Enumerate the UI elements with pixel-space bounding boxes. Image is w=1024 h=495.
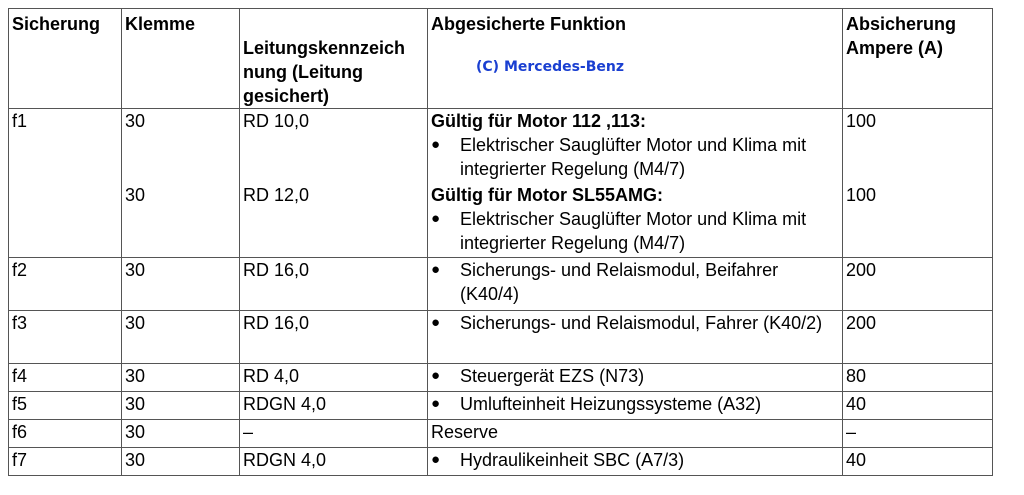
list-item (431, 311, 839, 335)
bullet-icon: ● (431, 314, 441, 331)
function-title: Gültig für Motor 112 ,113: (431, 111, 647, 131)
fuse-table (8, 8, 993, 476)
table-header-row (9, 9, 993, 109)
cell-sicherung: f1 (9, 109, 122, 258)
bullet-icon: ● (431, 395, 441, 412)
header-sicherung: Sicherung (9, 9, 122, 109)
cell-ampere: 40 (843, 448, 993, 476)
cell-ampere (843, 109, 993, 258)
cell-leitung: RD 4,0 (240, 364, 428, 392)
cell-klemme: 30 (122, 258, 240, 311)
cell-klemme-2: 30 (125, 185, 146, 205)
header-leitung-label: Leitungskennzeich nung (Leitung gesichert) (243, 38, 406, 106)
cell-leitung (240, 109, 428, 258)
table-row-f5 (9, 392, 993, 420)
header-funktion-label: Abgesicherte Funktion (431, 14, 627, 34)
cell-sicherung: f5 (9, 392, 122, 420)
cell-leitung: RD 16,0 (240, 311, 428, 364)
table-row-f4 (9, 364, 993, 392)
cell-ampere-1: 100 (846, 111, 877, 131)
cell-klemme: 30 (122, 448, 240, 476)
cell-sicherung: f4 (9, 364, 122, 392)
function-text: Umlufteinheit Heizungssysteme (A32) (460, 394, 762, 414)
cell-ampere: 200 (843, 311, 993, 364)
cell-ampere: – (843, 420, 993, 448)
cell-klemme-1: 30 (125, 111, 146, 131)
cell-leitung-1: RD 10,0 (243, 111, 310, 131)
header-klemme: Klemme (122, 9, 240, 109)
cell-leitung: RDGN 4,0 (240, 392, 428, 420)
list-item (431, 133, 839, 181)
bullet-icon: ● (431, 210, 441, 227)
cell-ampere: 200 (843, 258, 993, 311)
function-text: Hydraulikeinheit SBC (A7/3) (460, 450, 685, 470)
cell-sicherung: f3 (9, 311, 122, 364)
table-row-f2 (9, 258, 993, 311)
header-leitung (240, 9, 428, 109)
cell-funktion: Reserve (428, 420, 843, 448)
cell-leitung-2: RD 12,0 (243, 185, 310, 205)
cell-leitung: RD 16,0 (240, 258, 428, 311)
table-row-f7 (9, 448, 993, 476)
table-row-f6 (9, 420, 993, 448)
function-text: Sicherungs- und Relaismodul, Beifahrer (K40/4) (460, 260, 779, 304)
function-text: Sicherungs- und Relaismodul, Fahrer (K40/2) (460, 313, 823, 333)
cell-ampere: 80 (843, 364, 993, 392)
cell-sicherung: f7 (9, 448, 122, 476)
function-text: Elektrischer Sauglüfter Motor und Klima mit integrierter Regelung (M4/7) (460, 135, 807, 179)
bullet-icon: ● (431, 451, 441, 468)
cell-funktion (428, 311, 843, 364)
cell-klemme: 30 (122, 420, 240, 448)
cell-sicherung: f2 (9, 258, 122, 311)
list-item (431, 392, 839, 416)
bullet-icon: ● (431, 261, 441, 278)
header-funktion (428, 9, 843, 109)
cell-funktion (428, 448, 843, 476)
cell-klemme: 30 (122, 311, 240, 364)
bullet-icon: ● (431, 136, 441, 153)
function-title: Gültig für Motor SL55AMG: (431, 185, 663, 205)
function-text: Steuergerät EZS (N73) (460, 366, 645, 386)
list-item (431, 207, 839, 255)
list-item (431, 258, 839, 306)
copyright-watermark: (C) Mercedes-Benz (476, 59, 625, 75)
cell-klemme (122, 109, 240, 258)
function-text: Elektrischer Sauglüfter Motor und Klima mit integrierter Regelung (M4/7) (460, 209, 807, 253)
cell-funktion (428, 392, 843, 420)
cell-funktion (428, 258, 843, 311)
cell-leitung: – (240, 420, 428, 448)
bullet-icon: ● (431, 367, 441, 384)
cell-klemme: 30 (122, 364, 240, 392)
cell-ampere: 40 (843, 392, 993, 420)
cell-funktion (428, 109, 843, 258)
cell-ampere-2: 100 (846, 185, 877, 205)
list-item (431, 448, 839, 472)
cell-klemme: 30 (122, 392, 240, 420)
cell-leitung: RDGN 4,0 (240, 448, 428, 476)
list-item (431, 364, 839, 388)
cell-funktion (428, 364, 843, 392)
cell-sicherung: f6 (9, 420, 122, 448)
table-row-f3 (9, 311, 993, 364)
table-row-f1 (9, 109, 993, 258)
header-absicherung: Absicherung Ampere (A) (843, 9, 993, 109)
